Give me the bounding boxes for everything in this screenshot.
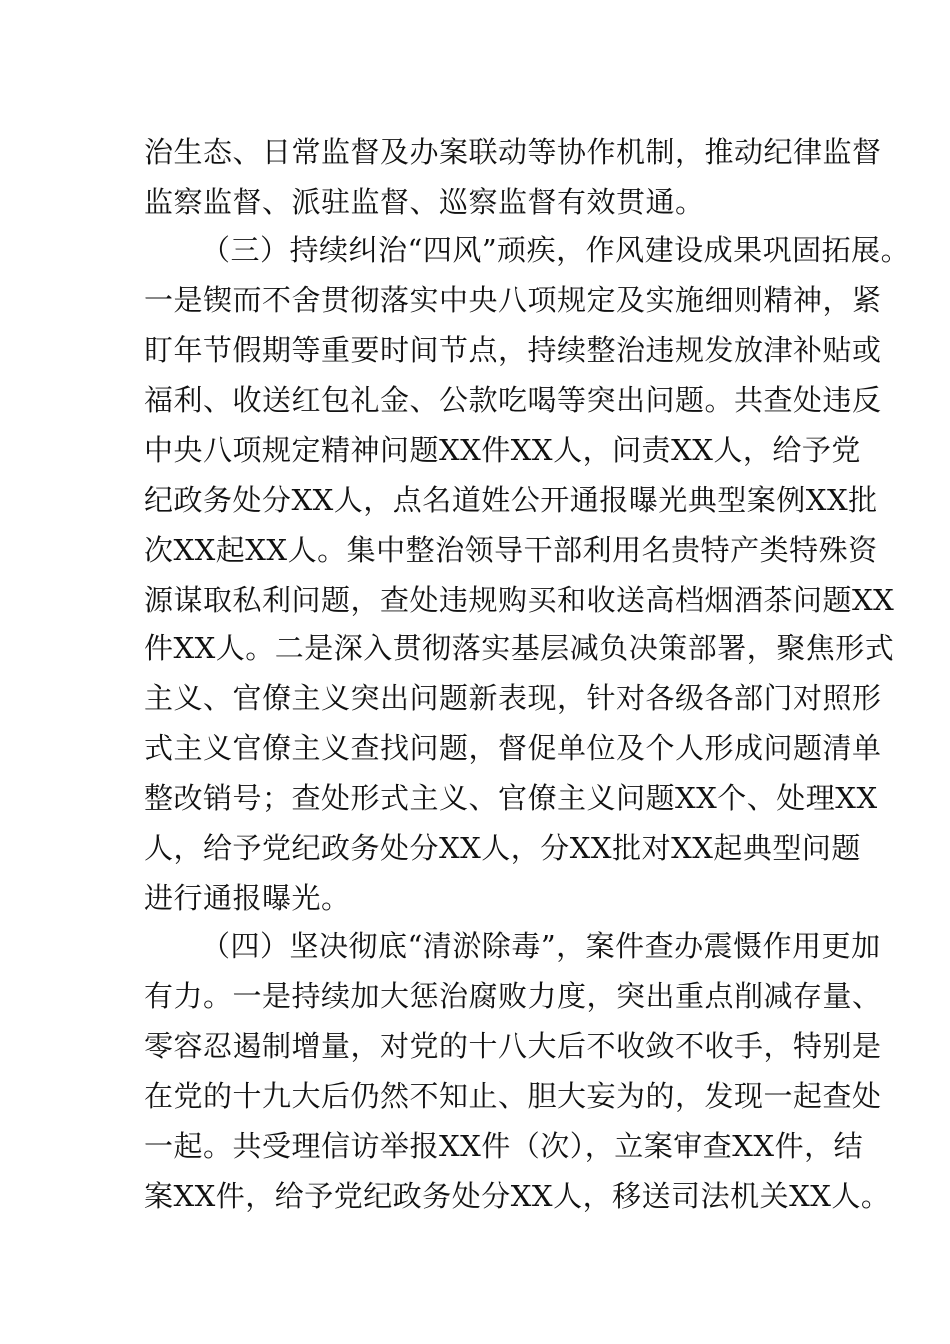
paragraph-line: 福利、收送红包礼金、公款吃喝等突出问题。共查处违反 — [144, 383, 882, 417]
section-heading-3: （三）持续纠治“四风”顽疾，作风建设成果巩固拓展。 — [201, 233, 911, 267]
paragraph-line: 案XX件，给予党纪政务处分XX人，移送司法机关XX人。 — [144, 1179, 891, 1213]
paragraph-line: 源谋取私利问题，查处违规购买和收送高档烟酒茶问题XX — [144, 583, 895, 617]
paragraph-line: 中央八项规定精神问题XX件XX人，问责XX人，给予党 — [144, 433, 861, 467]
paragraph-line: 一起。共受理信访举报XX件（次），立案审查XX件，结 — [144, 1129, 864, 1163]
paragraph-line: 在党的十九大后仍然不知止、胆大妄为的，发现一起查处 — [144, 1079, 882, 1113]
paragraph-line: 零容忍遏制增量，对党的十八大后不收敛不收手，特别是 — [144, 1029, 882, 1063]
paragraph-line: 进行通报曝光。 — [144, 881, 351, 915]
paragraph-line: 纪政务处分XX人，点名道姓公开通报曝光典型案例XX批 — [144, 483, 878, 517]
paragraph-line: 治生态、日常监督及办案联动等协作机制，推动纪律监督 — [144, 135, 882, 169]
paragraph-line: 人，给予党纪政务处分XX人，分XX批对XX起典型问题 — [144, 831, 861, 865]
paragraph-line: 监察监督、派驻监督、巡察监督有效贯通。 — [144, 185, 705, 219]
paragraph-line: 主义、官僚主义突出问题新表现，针对各级各部门对照形 — [144, 681, 882, 715]
paragraph-line: 一是锲而不舍贯彻落实中央八项规定及实施细则精神，紧 — [144, 283, 882, 317]
paragraph-line: 整改销号；查处形式主义、官僚主义问题XX个、处理XX — [144, 781, 878, 815]
paragraph-line: 件XX人。二是深入贯彻落实基层减负决策部署，聚焦形式 — [144, 631, 895, 665]
paragraph-line: 次XX起XX人。集中整治领导干部利用名贵特产类特殊资 — [144, 533, 878, 567]
paragraph-line: 盯年节假期等重要时间节点，持续整治违规发放津补贴或 — [144, 333, 882, 367]
paragraph-line: 有力。一是持续加大惩治腐败力度，突出重点削减存量、 — [144, 979, 882, 1013]
paragraph-line: 式主义官僚主义查找问题，督促单位及个人形成问题清单 — [144, 731, 882, 765]
section-heading-4: （四）坚决彻底“清淤除毒”，案件查办震慑作用更加 — [201, 929, 881, 963]
